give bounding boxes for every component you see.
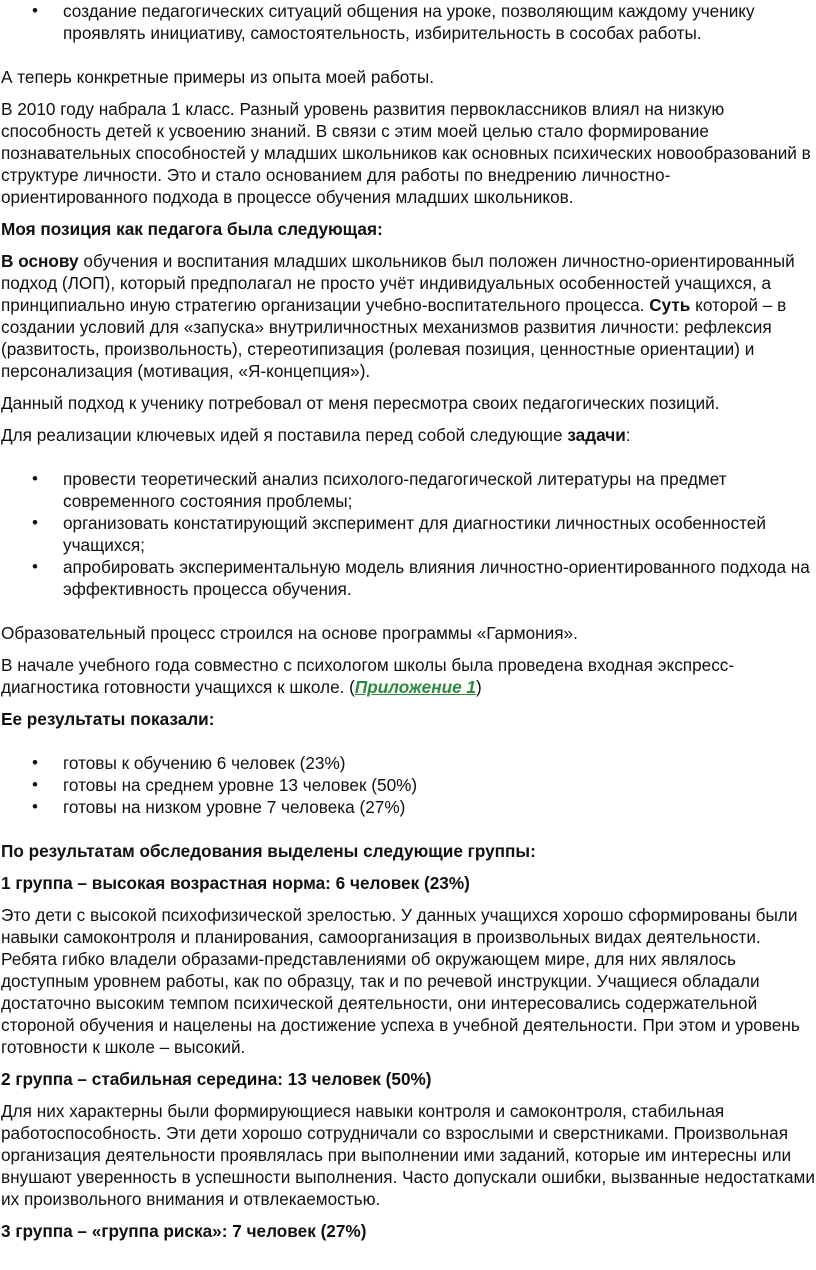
bullet-icon: • <box>32 753 38 772</box>
heading-group-3: 3 группа – «группа риска»: 7 человек (27%) <box>1 1221 367 1241</box>
paragraph-basis: В основу обучения и воспитания младших школьников был положен личностно-ориентированный подход (ЛОП), который предполагал не просто учёт индивидуальных особенностей учащихся, а принципиально иную стратегию организации учебно-воспитательного процесса. Суть которой – в создании условий для «запуска» внутриличностных механизмов развития личности: рефлексия (развитость, произвольность), стереотипизация (ролевая позиция, ценностные ориентации) и персонализация (мотивация, «Я-концепция»). <box>1 251 795 381</box>
tasks-list <box>1 468 816 600</box>
bold-term: задачи <box>567 425 626 445</box>
paragraph-group-2: Для них характерны были формирующиеся навыки контроля и самоконтроля, стабильная работоспособность. Эти дети хорошо сотрудничали со взрослыми и сверстниками. Произвольная организация деятельности проявлялась при выполнении ими заданий, которые им интересны или внушают уверенность в успешности выполнения. Часто допускали ошибки, вызванные недостатками их произвольного внимания и отвлекаемостью. <box>1 1101 815 1209</box>
list-item: • апробировать экспериментальную модель влияния личностно-ориентированного подхода на эффективность процесса обучения. <box>32 557 810 599</box>
results-list <box>1 752 816 818</box>
list-item: • организовать констатирующий эксперимент для диагностики личностных особенностей учащихся; <box>32 513 766 555</box>
paragraph-examples: А теперь конкретные примеры из опыта моей работы. <box>1 67 434 87</box>
paragraph-diagnostics: В начале учебного года совместно с психологом школы была проведена входная экспресс-диагностика готовности учащихся к школе. (Приложение 1) <box>1 655 735 697</box>
list-item: • готовы на среднем уровне 13 человек (50%) <box>32 775 418 795</box>
bold-term: Суть <box>649 295 691 315</box>
list-item: • готовы на низком уровне 7 человека (27%) <box>32 797 406 817</box>
bullet-icon: • <box>32 775 38 794</box>
bullet-icon: • <box>32 469 38 488</box>
bullet-icon: • <box>32 797 38 816</box>
bullet-icon: • <box>32 557 38 576</box>
heading-group-2: 2 группа – стабильная середина: 13 человек (50%) <box>1 1069 432 1089</box>
heading-groups: По результатам обследования выделены следующие группы: <box>1 841 536 861</box>
bullet-icon: • <box>32 1 38 20</box>
paragraph-program: Образовательный процесс строился на основе программы «Гармония». <box>1 623 578 643</box>
list-item: • готовы к обучению 6 человек (23%) <box>32 753 346 773</box>
bold-term: В основу <box>1 251 79 271</box>
paragraph-approach: Данный подход к ученику потребовал от меня пересмотра своих педагогических позиций. <box>1 393 720 413</box>
bullet-icon: • <box>32 513 38 532</box>
heading-group-1: 1 группа – высокая возрастная норма: 6 человек (23%) <box>1 873 470 893</box>
paragraph-tasks: Для реализации ключевых идей я поставила перед собой следующие задачи: <box>1 425 631 445</box>
list-item: • создание педагогических ситуаций общения на уроке, позволяющим каждому ученику проявлять инициативу, самостоятельность, избирительность в сособах работы. <box>32 1 755 43</box>
intro-list <box>1 0 816 44</box>
list-item: • провести теоретический анализ психолого-педагогической литературы на предмет современного состояния проблемы; <box>32 469 727 511</box>
paragraph-2010: В 2010 году набрала 1 класс. Разный уровень развития первоклассников влиял на низкую способность детей к усвоению знаний. В связи с этим моей целью стало формирование познавательных способностей у младших школьников как основных психических новообразований в структуре личности. Это и стало основанием для работы по внедрению личностно-ориентированного подхода в процессе обучения младших школьников. <box>1 99 811 207</box>
appendix-link[interactable]: Приложение 1 <box>354 677 476 697</box>
paragraph-group-1: Это дети с высокой психофизической зрелостью. У данных учащихся хорошо сформированы были навыки самоконтроля и планирования, самоорганизация в произвольных видах деятельности. Ребята гибко владели образами-представлениями об окружающем мире, для них являлось доступным уровнем работы, как по образцу, так и по речевой инструкции. Учащиеся обладали достаточно высоким темпом психической деятельности, они интересовались содержательной стороной обучения и нацелены на достижение успеха в учебной деятельности. При этом и уровень готовности к школе – высокий. <box>1 905 800 1057</box>
heading-results: Ее результаты показали: <box>1 709 215 729</box>
heading-position: Моя позиция как педагога была следующая: <box>1 219 383 239</box>
